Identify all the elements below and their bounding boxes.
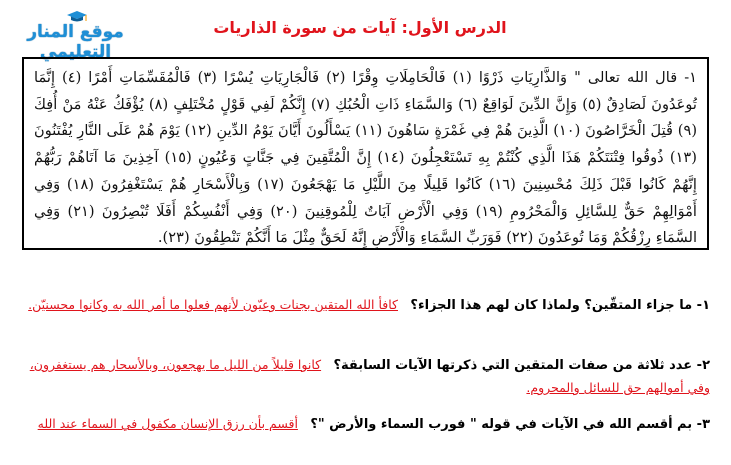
verses-box xyxy=(22,57,709,250)
answer-text: أقسم بأن رزق الإنسان مكفول في السماء عند الله xyxy=(37,416,298,431)
question-item xyxy=(20,354,710,400)
question-text: ٢- عدد ثلاثة من صفات المتقين التي ذكرتها الآيات السابقة؟ xyxy=(333,358,710,373)
answer-text: كانوا قليلاً من الليل ما يهجعون، وبالأسحار هم يستغفرون، وفي أموالهم حق للسائل والمحروم. xyxy=(29,357,710,395)
answer-text: كافأ الله المتقين بجنات وعيّون لأنهم فعلوا ما أمر الله به وكانوا محسنيّن. xyxy=(28,297,398,312)
question-text: ٣- بم أقسم الله في الآيات في قوله " فورب السماء والأرض "؟ xyxy=(310,417,710,432)
quran-verses: ١- قال الله تعالى " وَالذَّارِيَاتِ ذَرْوًا (١) فَالْحَامِلَاتِ وِقْرًا (٢) فَالْجَارِيَاتِ يُسْرًا (٣) فَالْمُقَسِّمَاتِ أَمْرًا (٤) إِنَّمَا تُوعَدُونَ لَصَادِقٌ (٥) وَإِنَّ الدِّينَ لَوَاقِعٌ (٦) وَالسَّمَاءِ ذَاتِ الْحُبُكِ (٧) إِنَّكُمْ لَفِي قَوْلٍ مُخْتَلِفٍ (٨) يُؤْفَكُ عَنْهُ مَنْ أُفِكَ (٩) قُتِلَ الْخَرَّاصُونَ (١٠) الَّذِينَ هُمْ فِي غَمْرَةٍ سَاهُونَ (١١) يَسْأَلُونَ أَيَّانَ يَوْمُ الدِّينِ (١٢) يَوْمَ هُمْ عَلَى النَّارِ يُفْتَنُونَ (١٣) ذُوقُوا فِتْنَتَكُمْ هَذَا الَّذِي كُنْتُمْ بِهِ تَسْتَعْجِلُونَ (١٤) إِنَّ الْمُتَّقِينَ فِي جَنَّاتٍ وَعُيُونٍ (١٥) آخِذِينَ مَا آتَاهُمْ رَبُّهُمْ إِنَّهُمْ كَانُوا قَبْلَ ذَلِكَ مُحْسِنِينَ (١٦) كَانُوا قَلِيلًا مِنَ اللَّيْلِ مَا يَهْجَعُونَ (١٧) وَبِالْأَسْحَارِ هُمْ يَسْتَغْفِرُونَ (١٨) وَفِي أَمْوَالِهِمْ حَقٌّ لِلسَّائِلِ وَالْمَحْرُومِ (١٩) وَفِي الْأَرْضِ آيَاتٌ لِلْمُوقِنِينَ (٢٠) وَفِي أَنْفُسِكُمْ أَفَلَا تُبْصِرُونَ (٢١) وَفِي السَّمَاءِ رِزْقُكُمْ وَمَا تُوعَدُونَ (٢٢) فَوَرَبِّ السَّمَاءِ وَالْأَرْضِ إِنَّهُ لَحَقٌّ مِثْلَ مَا أَنَّكُمْ تَنْطِقُونَ (٢٣). xyxy=(34,69,698,247)
question-item xyxy=(20,413,710,436)
question-text: ١- ما جزاء المتقّين؟ ولماذا كان لهم هذا الجزاء؟ xyxy=(410,298,710,313)
lesson-title: الدرس الأول: آيات من سورة الذاريات xyxy=(213,18,507,37)
site-logo xyxy=(8,10,143,62)
logo-text: موقع المنار التعليمي xyxy=(27,22,124,62)
question-item xyxy=(20,294,710,317)
